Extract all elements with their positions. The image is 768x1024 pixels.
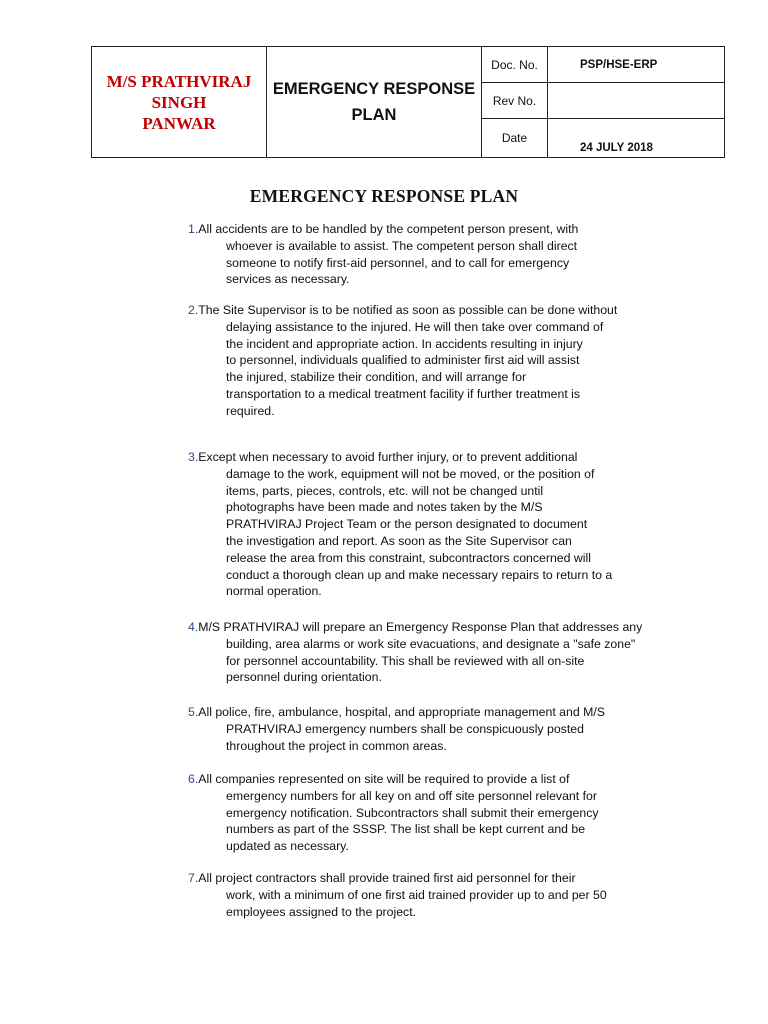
item-text-line: damage to the work, equipment will not be moved, or the position of <box>226 466 595 481</box>
item-text-line: Except when necessary to avoid further injury, or to prevent additional <box>198 450 578 464</box>
company-name-line: M/S PRATHVIRAJ <box>106 71 252 91</box>
date-label: Date <box>482 119 548 158</box>
item-text-line: services as necessary. <box>226 272 350 287</box>
item-text-line: the investigation and report. As soon as the Site Supervisor can <box>226 533 572 548</box>
item-number: 3. <box>188 450 199 464</box>
item-text-line: The Site Supervisor is to be notified as soon as possible can be done without <box>198 303 618 317</box>
item-text-line: work, with a minimum of one first aid trained provider up to and per 50 <box>226 887 607 902</box>
item-text-line: building, area alarms or work site evacuations, and designate a "safe zone" <box>226 636 636 651</box>
item-number: 6. <box>188 772 199 786</box>
item-text-line: normal operation. <box>226 584 322 599</box>
item-number: 5. <box>188 705 199 719</box>
company-name-line: SINGH <box>151 92 207 112</box>
list-item-first-line <box>188 704 648 721</box>
item-text-line: All project contractors shall provide trained first aid personnel for their <box>198 871 576 885</box>
item-text-line: personnel during orientation. <box>226 670 382 685</box>
list-item-first-line <box>188 870 648 887</box>
item-text-line: the injured, stabilize their condition, and will arrange for <box>226 370 527 385</box>
list-item <box>188 221 648 288</box>
item-text-line: updated as necessary. <box>226 839 349 854</box>
list-item <box>188 870 648 920</box>
company-name-line: PANWAR <box>142 113 216 133</box>
list-item <box>188 619 648 686</box>
item-text-line: All police, fire, ambulance, hospital, and appropriate management and M/S <box>198 705 605 719</box>
item-text-line: transportation to a medical treatment facility if further treatment is <box>226 386 581 401</box>
item-text-line: All accidents are to be handled by the competent person present, with <box>198 222 579 236</box>
item-text-line: emergency notification. Subcontractors shall submit their emergency <box>226 805 599 820</box>
list-item <box>188 704 648 754</box>
item-text-line: items, parts, pieces, controls, etc. will not be changed until <box>226 483 544 498</box>
list-item <box>188 302 648 420</box>
item-text-line: All companies represented on site will be required to provide a list of <box>198 772 570 786</box>
rev-no-value <box>548 83 725 119</box>
item-text-line: delaying assistance to the injured. He will then take over command of <box>226 319 604 334</box>
item-text-line: throughout the project in common areas. <box>226 738 447 753</box>
item-text-line: PRATHVIRAJ Project Team or the person designated to document <box>226 517 588 532</box>
item-text-line: the incident and appropriate action. In accidents resulting in injury <box>226 336 583 351</box>
company-name <box>92 71 266 134</box>
item-text-line: M/S PRATHVIRAJ will prepare an Emergency Response Plan that addresses any <box>198 620 643 634</box>
page-title: EMERGENCY RESPONSE PLAN <box>249 186 519 206</box>
list-item <box>188 771 648 855</box>
item-text-line: numbers as part of the SSSP. The list shall be kept current and be <box>226 822 586 837</box>
list-item-first-line <box>188 619 648 636</box>
document-title-line: EMERGENCY RESPONSE <box>272 80 476 98</box>
item-text-line: someone to notify first-aid personnel, and to call for emergency <box>226 255 570 270</box>
item-text-line: whoever is available to assist. The competent person shall direct <box>226 238 578 253</box>
title-cell <box>267 47 482 158</box>
list-item-first-line <box>188 449 648 466</box>
item-text-line: photographs have been made and notes taken by the M/S <box>226 500 543 515</box>
item-number: 2. <box>188 303 199 317</box>
item-number: 1. <box>188 222 199 236</box>
document-header-table <box>91 46 725 158</box>
item-text-line: to personnel, individuals qualified to administer first aid will assist <box>226 353 580 368</box>
item-number: 4. <box>188 620 199 634</box>
item-number: 7. <box>188 871 199 885</box>
document-title-line: PLAN <box>351 106 397 124</box>
item-text-line: release the area from this constraint, subcontractors concerned will <box>226 550 591 565</box>
list-item <box>188 449 648 600</box>
rev-no-label: Rev No. <box>482 83 548 119</box>
item-text-line: required. <box>226 403 275 418</box>
item-text-line: conduct a thorough clean up and make necessary repairs to return to a <box>226 567 613 582</box>
item-text-line: emergency numbers for all key on and off site personnel relevant for <box>226 788 597 803</box>
list-item-first-line <box>188 221 648 238</box>
item-text-line: PRATHVIRAJ emergency numbers shall be conspicuously posted <box>226 721 584 736</box>
date-value: 24 JULY 2018 <box>548 119 725 158</box>
doc-no-value: PSP/HSE-ERP <box>548 47 725 83</box>
list-item-first-line <box>188 302 648 319</box>
company-cell <box>92 47 267 158</box>
document-title <box>267 76 481 128</box>
item-text-line: for personnel accountability. This shall be reviewed with all on-site <box>226 653 585 668</box>
list-item-first-line <box>188 771 648 788</box>
doc-no-label: Doc. No. <box>482 47 548 83</box>
item-text-line: employees assigned to the project. <box>226 904 417 919</box>
